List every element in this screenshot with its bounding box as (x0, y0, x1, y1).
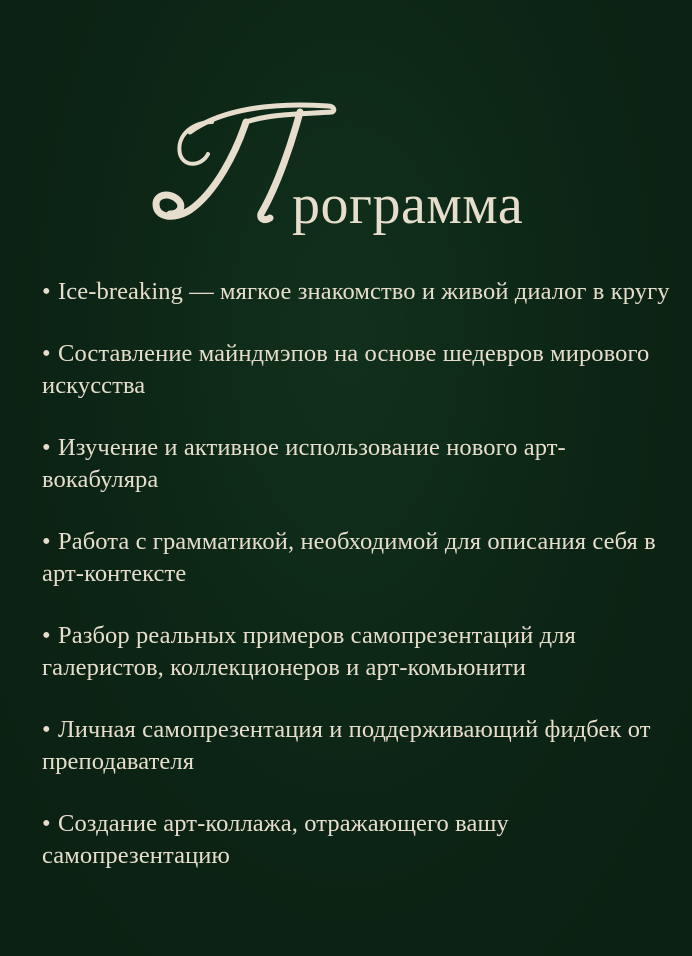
bullet: • (42, 716, 51, 743)
list-item-text: Разбор реальных примеров самопрезентаций для галеристов, коллекционеров и арт-комьюнити (42, 622, 576, 681)
list-item-text: Ice-breaking — мягкое знакомство и живой диалог в кругу (58, 278, 670, 305)
list-item-text: Личная самопрезентация и поддерживающий фидбек от преподавателя (42, 716, 651, 775)
list-item (42, 714, 672, 778)
bullet: • (42, 528, 51, 555)
list-item (42, 432, 672, 496)
program-list (42, 276, 672, 902)
list-item-text: Изучение и активное использование нового арт-вокабуляра (42, 434, 566, 493)
bullet: • (42, 434, 51, 461)
list-item (42, 526, 672, 590)
list-item-text: Создание арт-коллажа, отражающего вашу самопрезентацию (42, 810, 509, 869)
list-item (42, 276, 672, 308)
list-item-text: Составление майндмэпов на основе шедевров мирового искусства (42, 340, 650, 399)
list-item-text: Работа с грамматикой, необходимой для описания себя в арт-контексте (42, 528, 656, 587)
bullet: • (42, 278, 51, 305)
list-item (42, 620, 672, 684)
bullet: • (42, 810, 51, 837)
list-item (42, 338, 672, 402)
page-title (150, 92, 570, 242)
title-text: рограмма (292, 174, 524, 236)
bullet: • (42, 340, 51, 367)
bullet: • (42, 622, 51, 649)
list-item (42, 808, 672, 872)
